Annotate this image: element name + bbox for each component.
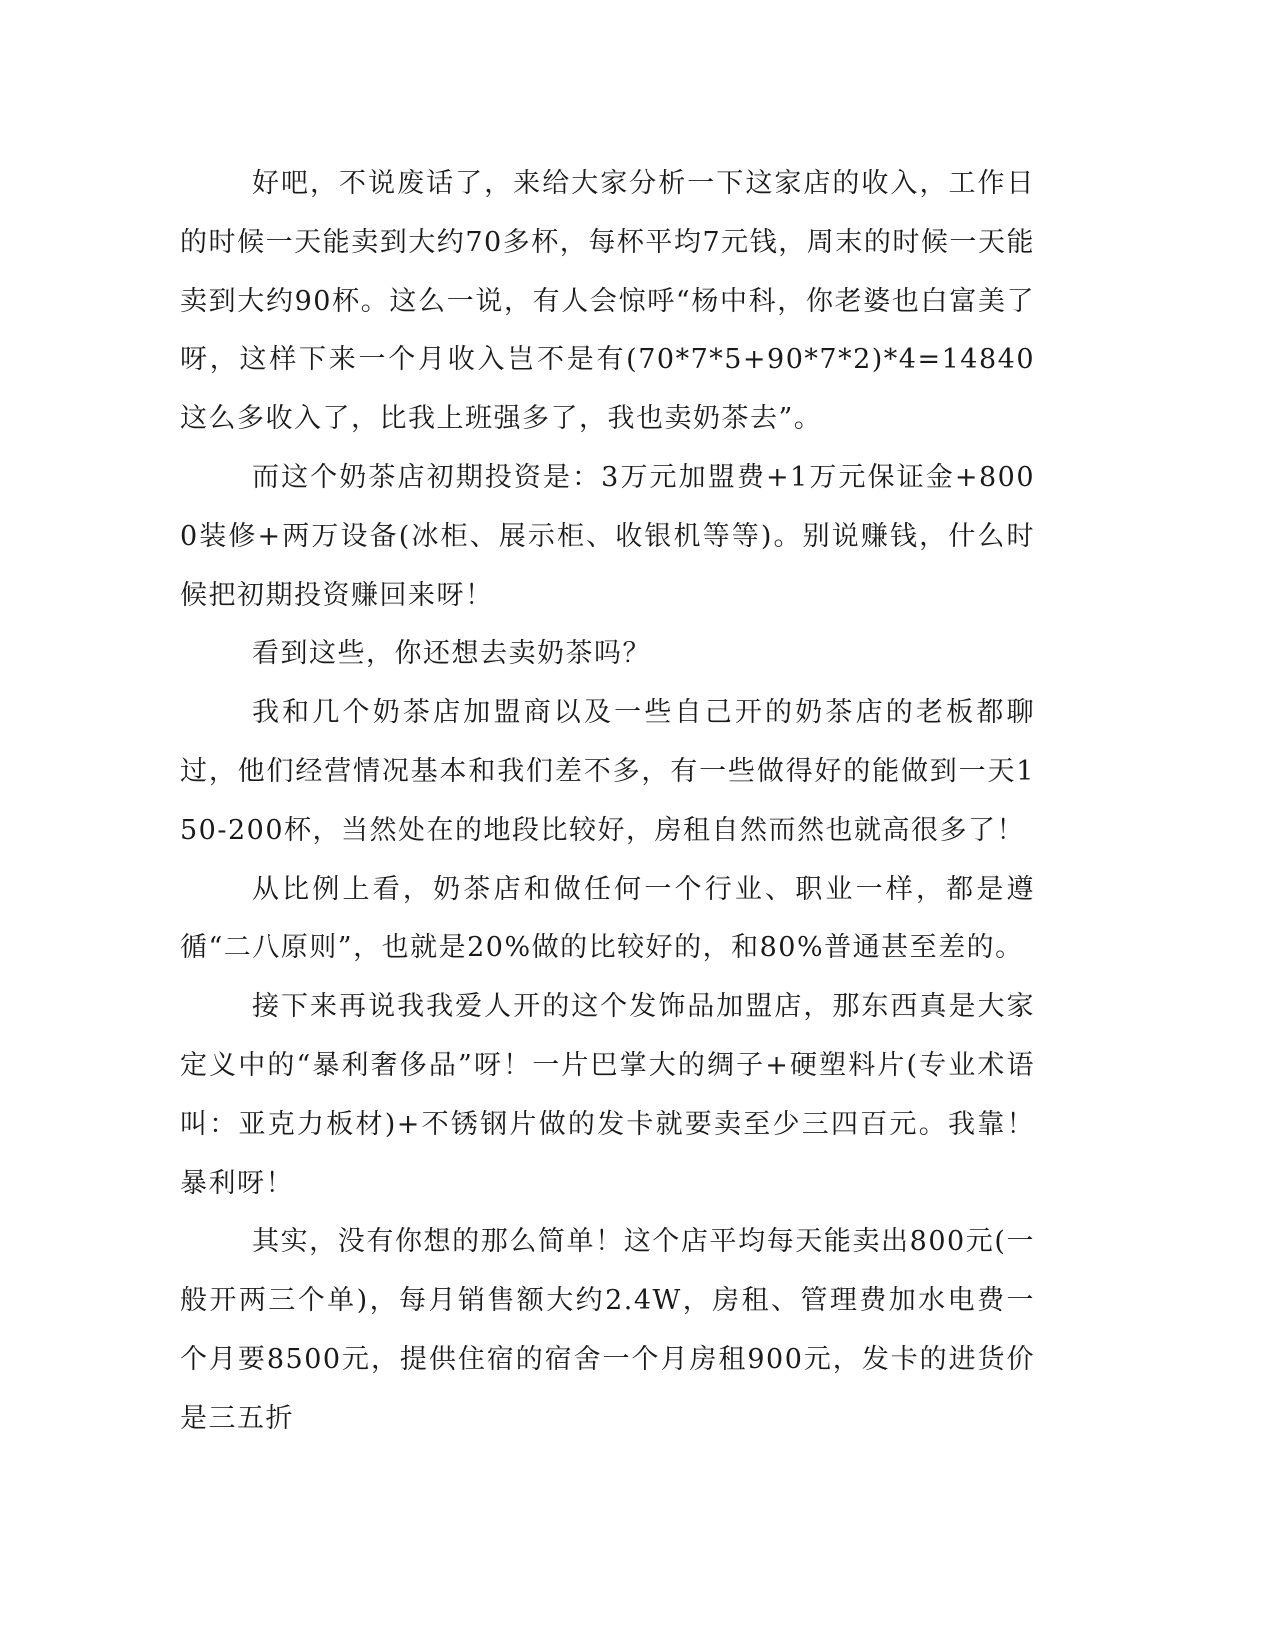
paragraph-hair-accessory-shop: 接下来再说我我爱人开的这个发饰品加盟店，那东西真是大家定义中的“暴利奢侈品”呀！一片巴掌大的绸子+硬塑料片(专业术语叫：亚克力板材)+不锈钢片做的发卡就要卖至少三四百元。我靠！暴利呀！	[180, 991, 1035, 1199]
paragraph-question: 看到这些，你还想去卖奶茶吗？	[252, 638, 651, 670]
paragraph-initial-investment: 而这个奶茶店初期投资是：3万元加盟费+1万元保证金+8000装修+两万设备(冰柜、展示柜、收银机等等)。别说赚钱，什么时候把初期投资赚回来呀！	[180, 461, 1035, 611]
paragraph-income-analysis: 好吧，不说废话了，来给大家分析一下这家店的收入，工作日的时候一天能卖到大约70多杯，每杯平均7元钱，周末的时候一天能卖到大约90杯。这么一说，有人会惊呼“杨中科，你老婆也白富美了呀，这样下来一个月收入岂不是有(70*7*5+90*7*2)*4=14840这么多收入了，比我上班强多了，我也卖奶茶去”。	[180, 168, 1035, 435]
paragraph-shop-costs: 其实，没有你想的那么简单！这个店平均每天能卖出800元(一般开两三个单)，每月销售额大约2.4W，房租、管理费加水电费一个月要8500元，提供住宿的宿舍一个月房租900元，发卡的进货价是三五折	[180, 1226, 1035, 1434]
document-body	[180, 155, 1035, 1449]
paragraph-franchisee-chat: 我和几个奶茶店加盟商以及一些自己开的奶茶店的老板都聊过，他们经营情况基本和我们差不多，有一些做得好的能做到一天150-200杯，当然处在的地段比较好，房租自然而然也就高很多了！	[180, 697, 1035, 846]
paragraph-eighty-twenty: 从比例上看，奶茶店和做任何一个行业、职业一样，都是遵循“二八原则”，也就是20%做的比较好的，和80%普通甚至差的。	[180, 873, 1035, 964]
